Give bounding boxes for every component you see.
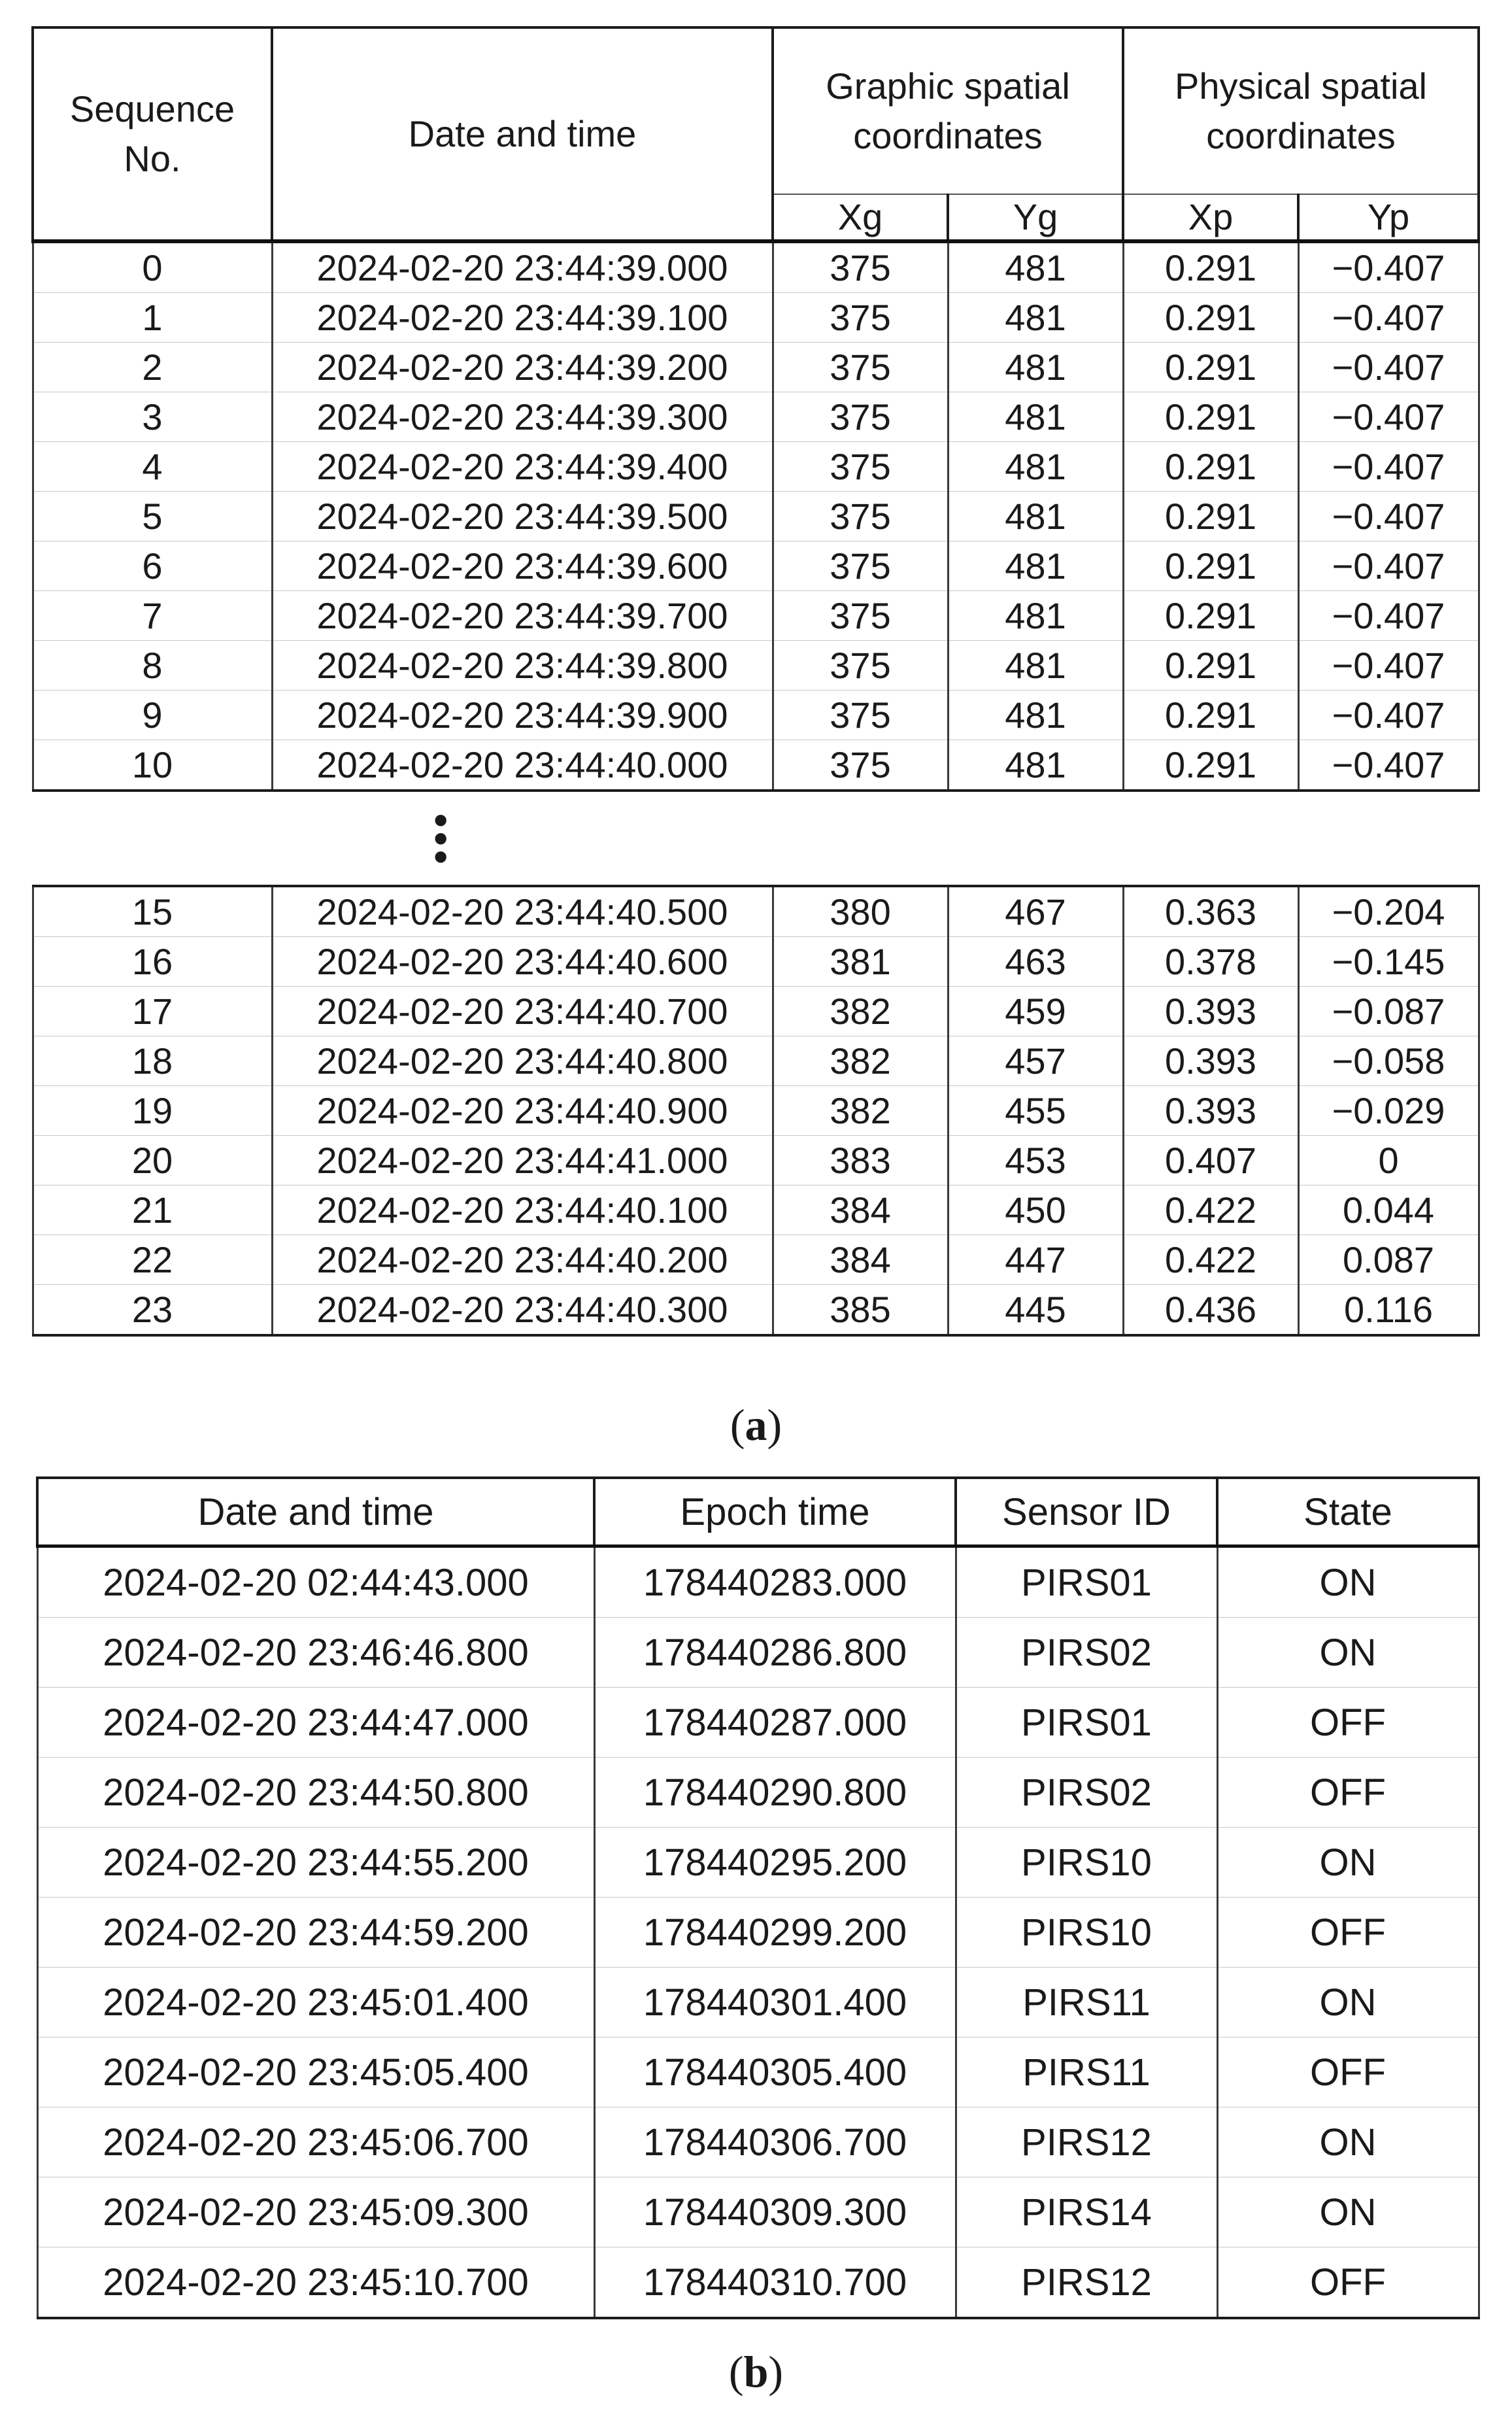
cell-date-time: 2024-02-20 23:44:59.200 <box>37 1898 594 1968</box>
cell-sequence: 1 <box>33 293 272 343</box>
cell-xg: 383 <box>773 1136 948 1185</box>
table-row <box>33 1036 1479 1086</box>
cell-state: ON <box>1217 1828 1479 1898</box>
cell-yg: 481 <box>948 641 1123 691</box>
coordinates-rows-bottom <box>33 886 1479 1335</box>
cell-yp: −0.407 <box>1298 591 1479 641</box>
cell-yg: 467 <box>948 886 1123 937</box>
cell-date-time: 2024-02-20 23:44:50.800 <box>37 1758 594 1828</box>
table-row <box>33 987 1479 1036</box>
cell-yg: 457 <box>948 1036 1123 1086</box>
sensor-events-rows <box>37 1546 1479 2319</box>
cell-xp: 0.436 <box>1123 1285 1298 1336</box>
cell-date-time: 2024-02-20 23:44:47.000 <box>37 1688 594 1758</box>
cell-date-time: 2024-02-20 23:44:39.800 <box>272 641 773 691</box>
cell-date-time: 2024-02-20 23:44:40.000 <box>272 740 773 791</box>
cell-yg: 450 <box>948 1185 1123 1235</box>
cell-sequence: 20 <box>33 1136 272 1185</box>
cell-xp: 0.291 <box>1123 392 1298 442</box>
cell-xg: 384 <box>773 1235 948 1285</box>
table-row <box>33 1285 1479 1336</box>
cell-sequence: 6 <box>33 541 272 591</box>
cell-sequence: 8 <box>33 641 272 691</box>
cell-xp: 0.378 <box>1123 937 1298 987</box>
cell-xp: 0.422 <box>1123 1185 1298 1235</box>
cell-epoch-time: 178440309.300 <box>594 2177 956 2247</box>
cell-yp: 0.116 <box>1298 1285 1479 1336</box>
caption-b-letter: b <box>743 2347 769 2396</box>
ellipsis-spacer <box>773 791 948 886</box>
header-date-time: Date and time <box>37 1478 594 1546</box>
coordinates-table-header <box>33 27 1479 241</box>
cell-sensor-id: PIRS01 <box>956 1688 1217 1758</box>
table-row <box>33 691 1479 740</box>
cell-date-time: 2024-02-20 23:44:41.000 <box>272 1136 773 1185</box>
table-row <box>33 392 1479 442</box>
cell-date-time: 2024-02-20 23:45:01.400 <box>37 1968 594 2038</box>
cell-state: ON <box>1217 2107 1479 2177</box>
ellipsis-row <box>33 791 1479 886</box>
cell-date-time: 2024-02-20 23:45:10.700 <box>37 2247 594 2319</box>
cell-sensor-id: PIRS10 <box>956 1828 1217 1898</box>
cell-sensor-id: PIRS11 <box>956 1968 1217 2038</box>
cell-sensor-id: PIRS12 <box>956 2247 1217 2319</box>
cell-state: OFF <box>1217 1898 1479 1968</box>
table-row <box>37 2177 1479 2247</box>
cell-yp: −0.407 <box>1298 492 1479 541</box>
cell-sensor-id: PIRS02 <box>956 1618 1217 1688</box>
cell-xg: 385 <box>773 1285 948 1336</box>
table-row <box>37 1968 1479 2038</box>
cell-date-time: 2024-02-20 23:45:06.700 <box>37 2107 594 2177</box>
cell-xp: 0.291 <box>1123 641 1298 691</box>
cell-date-time: 2024-02-20 23:44:40.700 <box>272 987 773 1036</box>
cell-date-time: 2024-02-20 23:44:39.000 <box>272 241 773 293</box>
header-epoch-time: Epoch time <box>594 1478 956 1546</box>
table-row <box>37 2038 1479 2107</box>
header-graphic-coordinates: Graphic spatial coordinates <box>773 27 1123 194</box>
coordinates-rows-top <box>33 241 1479 791</box>
cell-date-time: 2024-02-20 23:44:39.900 <box>272 691 773 740</box>
cell-sequence: 10 <box>33 740 272 791</box>
cell-epoch-time: 178440299.200 <box>594 1898 956 1968</box>
cell-sequence: 7 <box>33 591 272 641</box>
cell-xg: 375 <box>773 442 948 492</box>
cell-date-time: 2024-02-20 23:44:40.300 <box>272 1285 773 1336</box>
cell-xp: 0.291 <box>1123 740 1298 791</box>
header-xg: Xg <box>773 194 948 241</box>
cell-sequence: 16 <box>33 937 272 987</box>
cell-state: ON <box>1217 1546 1479 1618</box>
cell-date-time: 2024-02-20 23:44:39.100 <box>272 293 773 343</box>
cell-yg: 481 <box>948 691 1123 740</box>
caption-a <box>0 1399 1512 1451</box>
cell-sequence: 23 <box>33 1285 272 1336</box>
header-sensor-id: Sensor ID <box>956 1478 1217 1546</box>
cell-yg: 481 <box>948 343 1123 392</box>
cell-yg: 481 <box>948 241 1123 293</box>
header-physical-coordinates: Physical spatial coordinates <box>1123 27 1479 194</box>
cell-epoch-time: 178440290.800 <box>594 1758 956 1828</box>
cell-yg: 455 <box>948 1086 1123 1136</box>
cell-epoch-time: 178440305.400 <box>594 2038 956 2107</box>
table-row <box>33 641 1479 691</box>
cell-xp: 0.291 <box>1123 293 1298 343</box>
table-row <box>37 1898 1479 1968</box>
table-row <box>37 2107 1479 2177</box>
cell-date-time: 2024-02-20 23:44:39.300 <box>272 392 773 442</box>
cell-sensor-id: PIRS10 <box>956 1898 1217 1968</box>
cell-sequence: 17 <box>33 987 272 1036</box>
cell-date-time: 2024-02-20 23:44:39.400 <box>272 442 773 492</box>
cell-xg: 375 <box>773 691 948 740</box>
table-row <box>33 293 1479 343</box>
header-yg: Yg <box>948 194 1123 241</box>
cell-date-time: 2024-02-20 23:44:55.200 <box>37 1828 594 1898</box>
cell-xg: 382 <box>773 1086 948 1136</box>
cell-xp: 0.393 <box>1123 1036 1298 1086</box>
cell-yp: −0.407 <box>1298 293 1479 343</box>
cell-epoch-time: 178440310.700 <box>594 2247 956 2319</box>
table-row <box>33 442 1479 492</box>
cell-yp: −0.407 <box>1298 740 1479 791</box>
cell-state: ON <box>1217 1618 1479 1688</box>
cell-yp: −0.407 <box>1298 541 1479 591</box>
table-row <box>37 1828 1479 1898</box>
cell-sequence: 15 <box>33 886 272 937</box>
header-date-time: Date and time <box>272 27 773 241</box>
cell-yp: −0.087 <box>1298 987 1479 1036</box>
cell-yp: −0.145 <box>1298 937 1479 987</box>
cell-date-time: 2024-02-20 23:44:39.700 <box>272 591 773 641</box>
table-row <box>33 1235 1479 1285</box>
cell-yp: 0 <box>1298 1136 1479 1185</box>
caption-a-close: ) <box>767 1400 782 1450</box>
cell-yp: −0.029 <box>1298 1086 1479 1136</box>
cell-yg: 481 <box>948 293 1123 343</box>
cell-epoch-time: 178440295.200 <box>594 1828 956 1898</box>
ellipsis-gap <box>33 791 1479 886</box>
cell-xg: 375 <box>773 293 948 343</box>
cell-state: OFF <box>1217 2038 1479 2107</box>
cell-sequence: 21 <box>33 1185 272 1235</box>
cell-sequence: 0 <box>33 241 272 293</box>
ellipsis-spacer <box>33 791 272 886</box>
cell-sequence: 3 <box>33 392 272 442</box>
cell-sensor-id: PIRS14 <box>956 2177 1217 2247</box>
cell-xp: 0.393 <box>1123 1086 1298 1136</box>
header-xp: Xp <box>1123 194 1298 241</box>
cell-xp: 0.422 <box>1123 1235 1298 1285</box>
cell-xp: 0.291 <box>1123 541 1298 591</box>
cell-date-time: 2024-02-20 23:44:40.600 <box>272 937 773 987</box>
header-state: State <box>1217 1478 1479 1546</box>
cell-yg: 481 <box>948 392 1123 442</box>
table-row <box>33 740 1479 791</box>
cell-date-time: 2024-02-20 23:44:40.800 <box>272 1036 773 1086</box>
cell-xg: 375 <box>773 392 948 442</box>
cell-state: ON <box>1217 1968 1479 2038</box>
table-row <box>37 1758 1479 1828</box>
cell-yg: 447 <box>948 1235 1123 1285</box>
cell-xp: 0.291 <box>1123 691 1298 740</box>
cell-xp: 0.291 <box>1123 343 1298 392</box>
cell-date-time: 2024-02-20 23:45:05.400 <box>37 2038 594 2107</box>
cell-epoch-time: 178440306.700 <box>594 2107 956 2177</box>
table-row <box>37 1546 1479 1618</box>
cell-yp: −0.407 <box>1298 641 1479 691</box>
cell-yp: 0.087 <box>1298 1235 1479 1285</box>
header-row <box>37 1478 1479 1546</box>
table-row <box>37 2247 1479 2319</box>
table-row <box>33 343 1479 392</box>
header-row <box>33 27 1479 194</box>
cell-yg: 463 <box>948 937 1123 987</box>
cell-date-time: 2024-02-20 23:44:39.200 <box>272 343 773 392</box>
cell-xp: 0.291 <box>1123 591 1298 641</box>
cell-xg: 375 <box>773 740 948 791</box>
cell-xg: 381 <box>773 937 948 987</box>
table-row <box>33 492 1479 541</box>
cell-yg: 445 <box>948 1285 1123 1336</box>
cell-xp: 0.291 <box>1123 492 1298 541</box>
cell-yg: 481 <box>948 541 1123 591</box>
cell-xg: 375 <box>773 541 948 591</box>
cell-date-time: 2024-02-20 23:44:39.600 <box>272 541 773 591</box>
ellipsis-spacer <box>1123 791 1298 886</box>
cell-xg: 382 <box>773 987 948 1036</box>
table-row <box>33 591 1479 641</box>
header-sequence: Sequence No. <box>33 27 272 241</box>
cell-yg: 481 <box>948 591 1123 641</box>
cell-date-time: 2024-02-20 23:44:40.900 <box>272 1086 773 1136</box>
cell-xp: 0.363 <box>1123 886 1298 937</box>
cell-date-time: 2024-02-20 23:44:40.200 <box>272 1235 773 1285</box>
cell-state: ON <box>1217 2177 1479 2247</box>
table-row <box>33 241 1479 293</box>
cell-yp: −0.204 <box>1298 886 1479 937</box>
cell-sequence: 2 <box>33 343 272 392</box>
cell-sequence: 22 <box>33 1235 272 1285</box>
caption-b-open: ( <box>728 2347 744 2396</box>
table-row <box>33 886 1479 937</box>
cell-xg: 375 <box>773 241 948 293</box>
sensor-events-header <box>37 1478 1479 1546</box>
sensor-events-table <box>36 1476 1480 2319</box>
cell-date-time: 2024-02-20 23:45:09.300 <box>37 2177 594 2247</box>
cell-state: OFF <box>1217 1758 1479 1828</box>
cell-xp: 0.291 <box>1123 442 1298 492</box>
cell-date-time: 2024-02-20 23:44:40.100 <box>272 1185 773 1235</box>
cell-sequence: 5 <box>33 492 272 541</box>
cell-xg: 375 <box>773 492 948 541</box>
vertical-ellipsis-icon: • • • <box>272 791 773 886</box>
cell-xg: 384 <box>773 1185 948 1235</box>
caption-a-open: ( <box>730 1400 745 1450</box>
cell-yg: 481 <box>948 442 1123 492</box>
table-row <box>33 1185 1479 1235</box>
ellipsis-spacer <box>1298 791 1479 886</box>
table-row <box>37 1688 1479 1758</box>
table-row <box>33 937 1479 987</box>
cell-epoch-time: 178440301.400 <box>594 1968 956 2038</box>
cell-xp: 0.291 <box>1123 241 1298 293</box>
cell-date-time: 2024-02-20 23:44:40.500 <box>272 886 773 937</box>
table-row <box>33 541 1479 591</box>
cell-epoch-time: 178440287.000 <box>594 1688 956 1758</box>
cell-yp: −0.407 <box>1298 343 1479 392</box>
cell-xg: 375 <box>773 343 948 392</box>
cell-sequence: 18 <box>33 1036 272 1086</box>
cell-yp: 0.044 <box>1298 1185 1479 1235</box>
cell-xg: 380 <box>773 886 948 937</box>
cell-sensor-id: PIRS11 <box>956 2038 1217 2107</box>
cell-yg: 481 <box>948 740 1123 791</box>
cell-xg: 375 <box>773 641 948 691</box>
cell-yg: 481 <box>948 492 1123 541</box>
caption-b <box>0 2346 1512 2398</box>
cell-sequence: 4 <box>33 442 272 492</box>
cell-xp: 0.407 <box>1123 1136 1298 1185</box>
table-row <box>37 1618 1479 1688</box>
cell-epoch-time: 178440286.800 <box>594 1618 956 1688</box>
cell-yp: −0.058 <box>1298 1036 1479 1086</box>
cell-yg: 453 <box>948 1136 1123 1185</box>
cell-state: OFF <box>1217 1688 1479 1758</box>
cell-sequence: 19 <box>33 1086 272 1136</box>
cell-date-time: 2024-02-20 23:46:46.800 <box>37 1618 594 1688</box>
cell-yp: −0.407 <box>1298 392 1479 442</box>
table-row <box>33 1086 1479 1136</box>
header-yp: Yp <box>1298 194 1479 241</box>
cell-sequence: 9 <box>33 691 272 740</box>
caption-b-close: ) <box>768 2347 784 2396</box>
cell-yg: 459 <box>948 987 1123 1036</box>
cell-yp: −0.407 <box>1298 691 1479 740</box>
cell-xg: 375 <box>773 591 948 641</box>
cell-state: OFF <box>1217 2247 1479 2319</box>
cell-date-time: 2024-02-20 02:44:43.000 <box>37 1546 594 1618</box>
cell-xp: 0.393 <box>1123 987 1298 1036</box>
cell-sensor-id: PIRS01 <box>956 1546 1217 1618</box>
cell-xg: 382 <box>773 1036 948 1086</box>
coordinates-table <box>31 26 1480 1337</box>
cell-epoch-time: 178440283.000 <box>594 1546 956 1618</box>
ellipsis-spacer <box>948 791 1123 886</box>
cell-date-time: 2024-02-20 23:44:39.500 <box>272 492 773 541</box>
cell-yp: −0.407 <box>1298 241 1479 293</box>
cell-sensor-id: PIRS12 <box>956 2107 1217 2177</box>
cell-yp: −0.407 <box>1298 442 1479 492</box>
caption-a-letter: a <box>745 1400 767 1450</box>
cell-sensor-id: PIRS02 <box>956 1758 1217 1828</box>
table-row <box>33 1136 1479 1185</box>
